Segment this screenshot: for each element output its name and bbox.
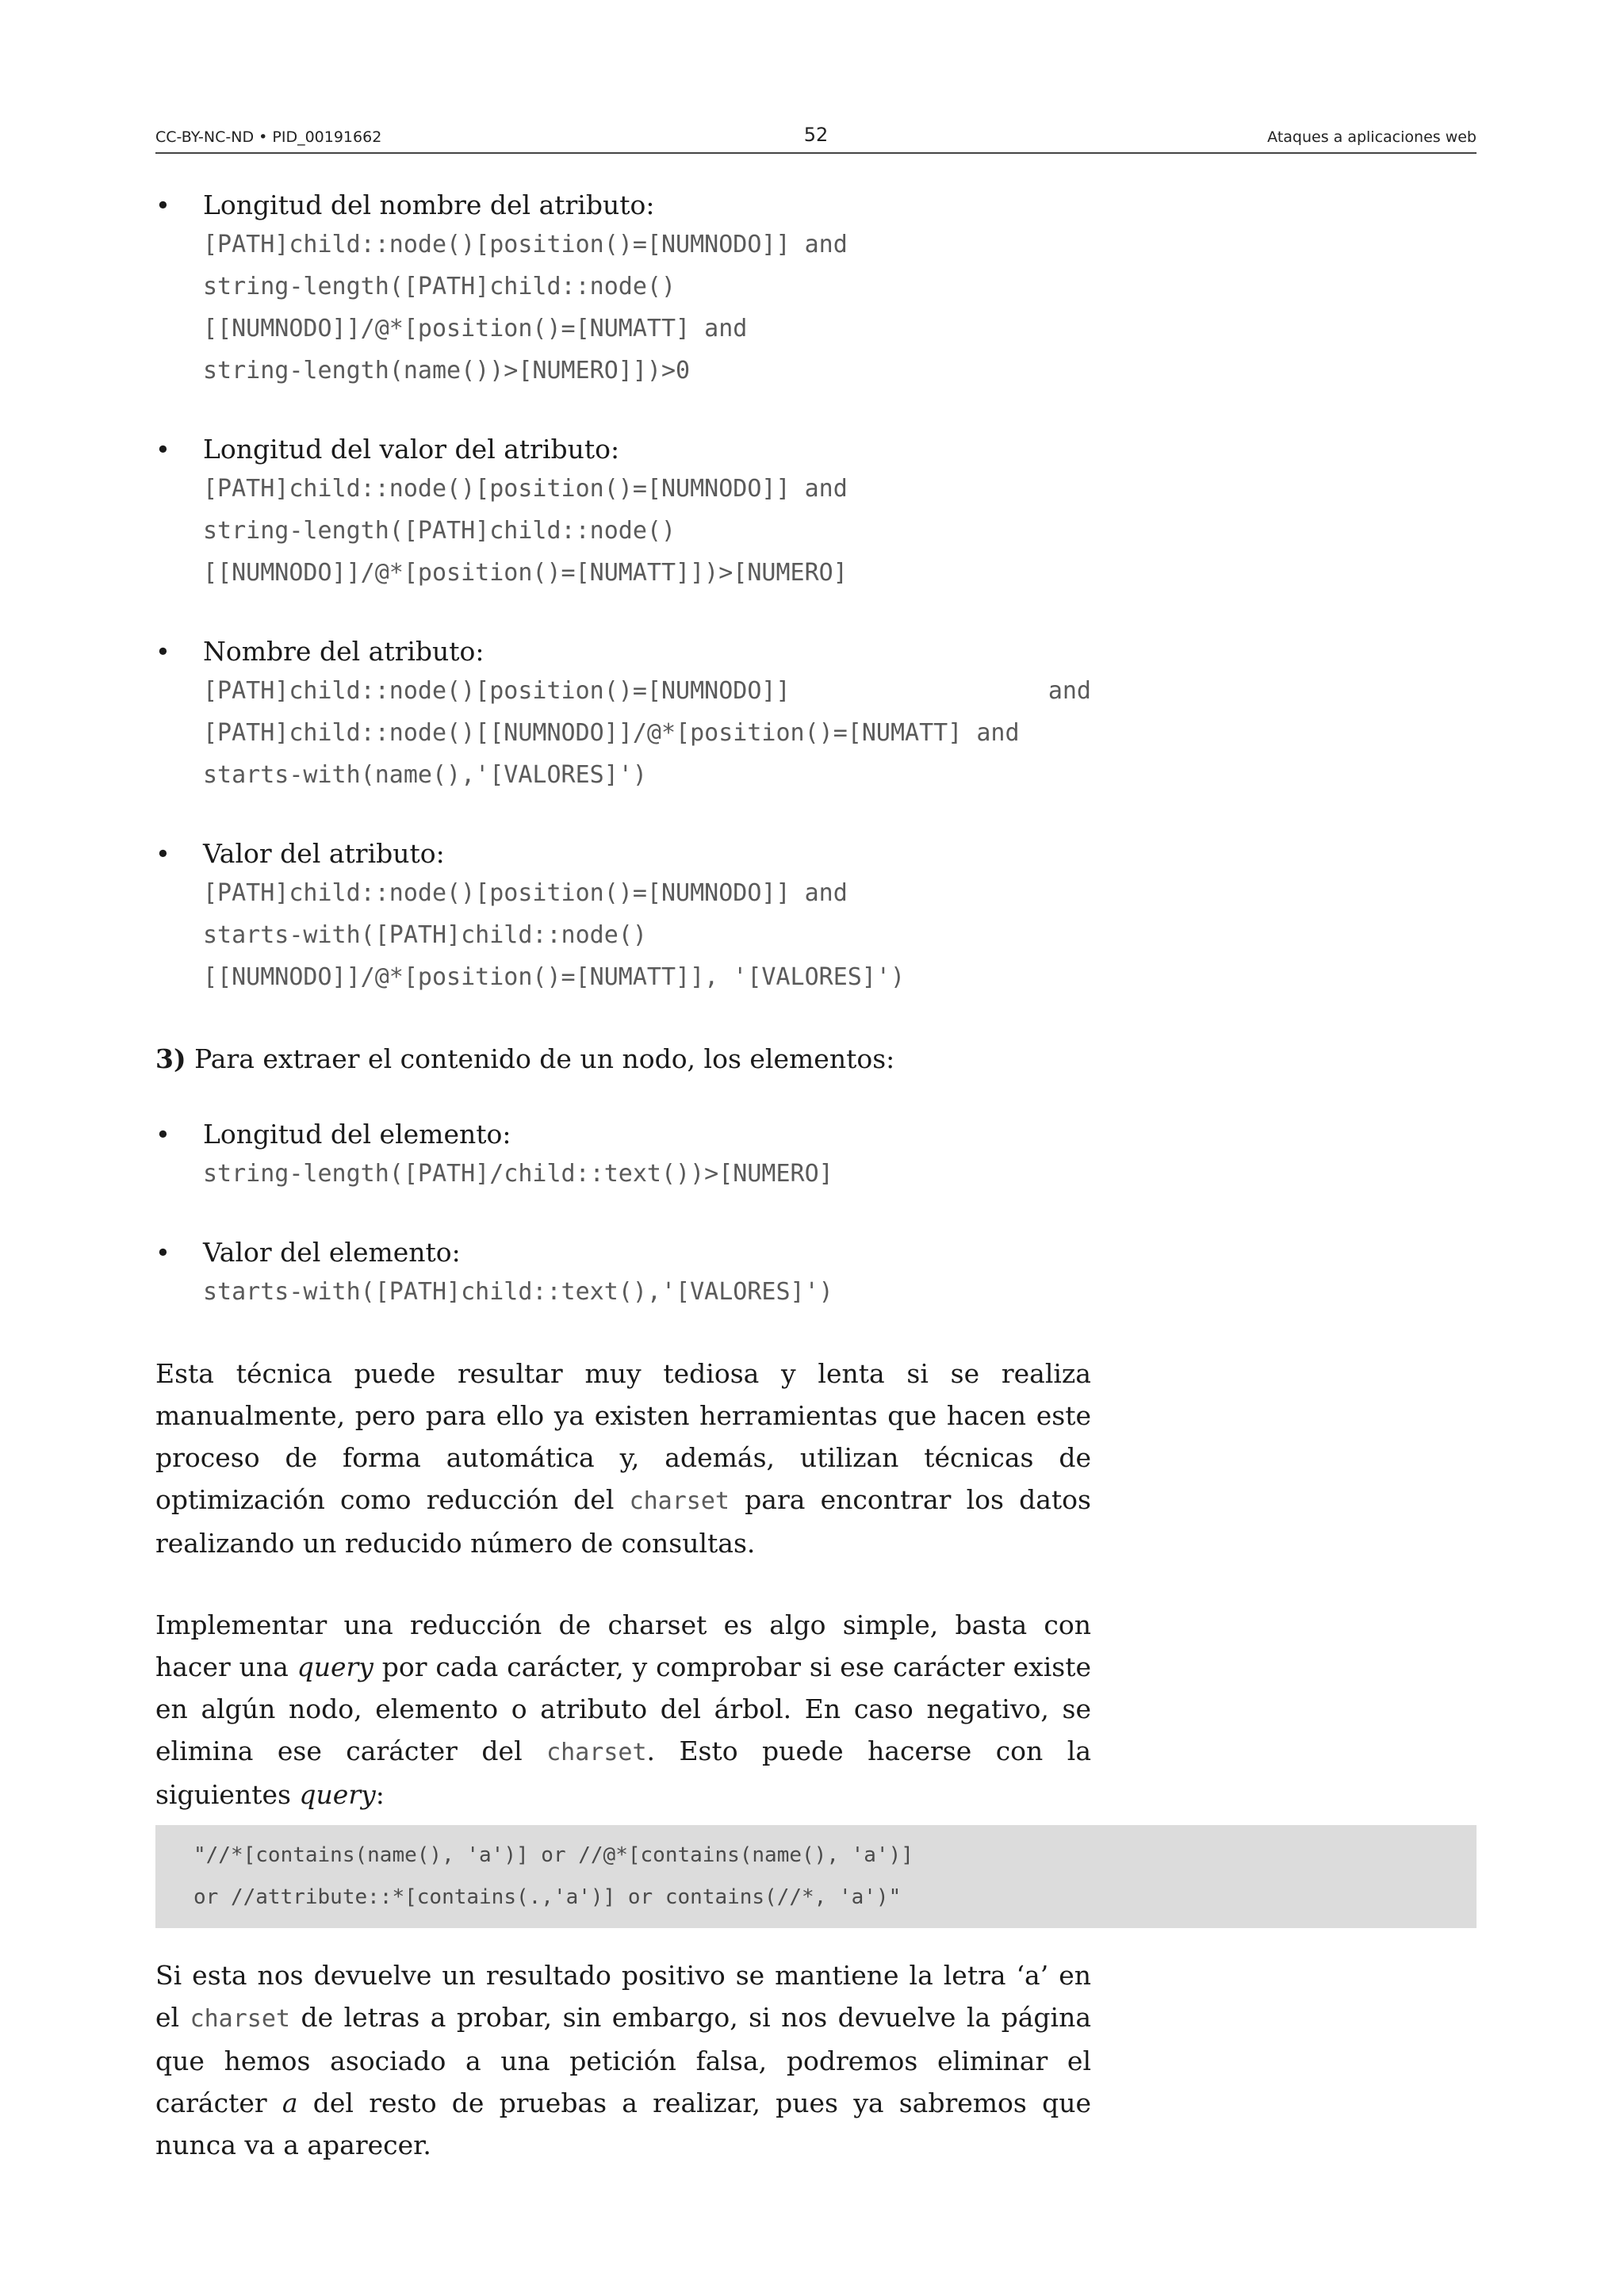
bullet-title: Valor del elemento: [203, 1237, 461, 1268]
code-line: string-length([PATH]child::node() [203, 273, 676, 300]
paragraph-text: Esta técnica puede resultar muy tediosa y lenta si se realiza manualmente, pero para ello ya existen herramientas que hacen este proceso de forma automática y, además, utilizan técnicas de optimización como reducción del [155, 1358, 1091, 1515]
paragraph-text: : [375, 1779, 385, 1810]
bullet-element-length [155, 1116, 1091, 1195]
bullet-title: Longitud del valor del atributo: [203, 434, 620, 465]
paragraph-charset-reduction [155, 1604, 1091, 1816]
inline-code: charset [190, 2005, 290, 2033]
italic-term: query [297, 1651, 373, 1682]
section-3-intro [155, 1038, 1091, 1080]
paragraph-text: Si esta nos devuelve un resultado positivo se mantiene la letra ‘a’ en el [155, 1960, 1091, 2033]
bullet-attr-value-length [155, 431, 1091, 594]
bullet-attr-value [155, 836, 1091, 998]
paragraph-text: Implementar una reducción de charset es algo simple, basta con hacer una [155, 1609, 1091, 1682]
bullet-dot: • [155, 190, 170, 220]
code-line: [PATH]child::node()[[NUMNODO]]/@*[position()=[NUMATT] and [203, 719, 1020, 747]
paragraph-conclusion [155, 1954, 1091, 2166]
section-number: 3) [155, 1043, 186, 1074]
paragraph-text: de letras a probar, sin embargo, si nos devuelve la página que hemos asociado a una petición falsa, podremos eliminar el carácter [155, 2002, 1091, 2118]
code-box [155, 1825, 1477, 1928]
code-line: string-length([PATH]/child::text())>[NUMERO] [203, 1160, 833, 1188]
bullet-title: Longitud del elemento: [203, 1119, 511, 1150]
bullet-element-value [155, 1234, 1091, 1313]
paragraph-text: del resto de pruebas a realizar, pues ya sabremos que nunca va a aparecer. [155, 2087, 1091, 2160]
section-text: Para extraer el contenido de un nodo, los elementos: [186, 1043, 895, 1074]
italic-term: query [299, 1779, 376, 1810]
page-header [155, 124, 1477, 154]
code-line: starts-with([PATH]child::text(),'[VALORES]') [203, 1278, 833, 1306]
bullet-title: Nombre del atributo: [203, 636, 485, 667]
inline-code: charset [629, 1487, 730, 1515]
code-block [155, 1825, 1477, 1928]
italic-term: a [282, 2087, 298, 2118]
code-line [203, 670, 1091, 712]
code-line: starts-with(name(),'[VALORES]') [203, 761, 647, 789]
page-number: 52 [803, 124, 829, 146]
document-title: Ataques a aplicaciones web [1267, 128, 1477, 146]
code-fragment: [PATH]child::node()[position()=[NUMNODO]] [203, 677, 791, 705]
code-line: or //attribute::*[contains(.,'a')] or contains(//*, 'a')" [193, 1885, 902, 1909]
bullet-title: Valor del atributo: [203, 838, 445, 869]
code-line: "//*[contains(name(), 'a')] or //@*[contains(name(), 'a')] [193, 1843, 914, 1867]
bullet-dot: • [155, 637, 170, 667]
bullet-attr-name-length [155, 187, 1091, 392]
paragraph-tools [155, 1353, 1091, 1564]
code-line: [PATH]child::node()[position()=[NUMNODO]] and [203, 475, 848, 503]
page-content [155, 187, 1091, 1855]
bullet-dot: • [155, 434, 170, 465]
code-line: string-length(name())>[NUMERO]])>0 [203, 357, 691, 385]
bullet-dot: • [155, 839, 170, 869]
bullet-dot: • [155, 1119, 170, 1150]
paragraph-text: . Esto puede hacerse con la siguientes [155, 1735, 1091, 1810]
bullet-title: Longitud del nombre del atributo: [203, 189, 655, 220]
code-line: string-length([PATH]child::node() [203, 517, 676, 545]
code-fragment: and [1048, 677, 1091, 705]
code-line: [PATH]child::node()[position()=[NUMNODO]] and [203, 231, 848, 258]
license-id: CC-BY-NC-ND • PID_00191662 [155, 128, 382, 146]
code-line: [PATH]child::node()[position()=[NUMNODO]] and [203, 879, 848, 907]
bullet-attr-name [155, 633, 1091, 796]
paragraph-text: por cada carácter, y comprobar si ese carácter existe en algún nodo, elemento o atributo del árbol. En caso negativo, se elimina ese carácter del [155, 1651, 1092, 1766]
paragraph-text: para encontrar los datos realizando un reducido número de consultas. [155, 1484, 1091, 1559]
code-line: [[NUMNODO]]/@*[position()=[NUMATT] and [203, 315, 748, 342]
inline-code: charset [546, 1739, 647, 1766]
code-line: [[NUMNODO]]/@*[position()=[NUMATT]], '[VALORES]') [203, 963, 906, 991]
bullet-dot: • [155, 1238, 170, 1268]
code-line: [[NUMNODO]]/@*[position()=[NUMATT]])>[NUMERO] [203, 559, 848, 587]
code-line: starts-with([PATH]child::node() [203, 921, 647, 949]
